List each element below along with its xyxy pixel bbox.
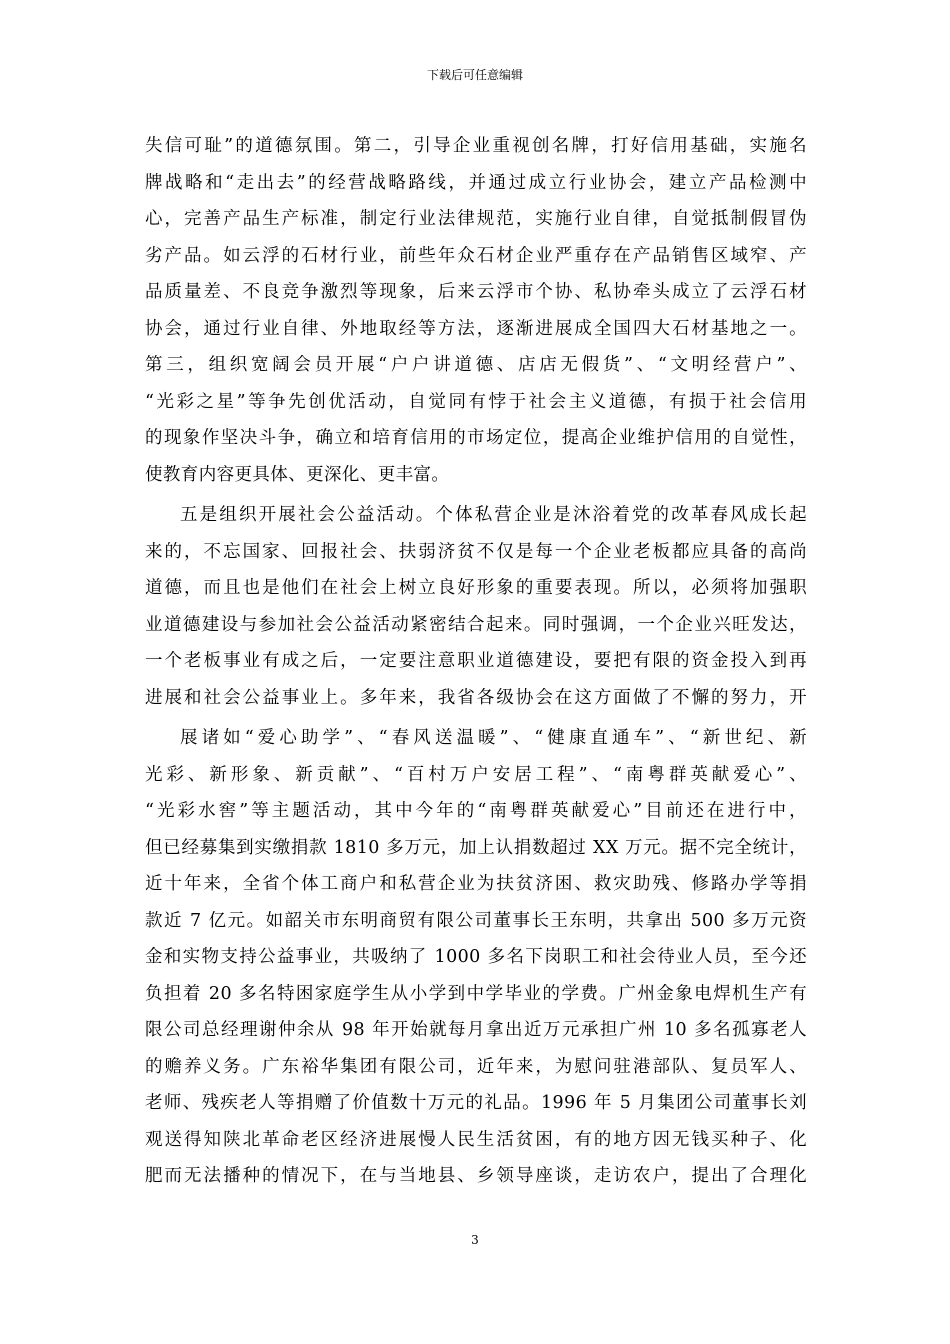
text-line: 限公司总经理谢仲余从 98 年开始就每月拿出近万元承担广州 10 多名孤寡老人 xyxy=(145,1020,807,1040)
page-number: 3 xyxy=(471,1233,479,1247)
text-line: 失信可耻”的道德氛围。第二，引导企业重视创名牌，打好信用基础，实施名 xyxy=(145,136,807,156)
text-line: 老师、残疾老人等捐赠了价值数十万元的礼品。1996 年 5 月集团公司董事长刘 xyxy=(145,1093,807,1113)
text-line: 协会，通过行业自律、外地取经等方法，逐渐进展成全国四大石材基地之一。 xyxy=(145,318,807,339)
text-line: “光彩水窖”等主题活动，其中今年的“南粤群英献爱心”目前还在进行中， xyxy=(145,801,807,821)
text-line: 使教育内容更具体、更深化、更丰富。 xyxy=(145,464,450,485)
text-line: 光彩、新形象、新贡献”、“百村万户安居工程”、“南粤群英献爱心”、 xyxy=(145,764,807,785)
text-line: 品质量差、不良竞争激烈等现象，后来云浮市个协、私协牵头成立了云浮石材 xyxy=(145,282,807,302)
text-line: 一个老板事业有成之后，一定要注意职业道德建设，要把有限的资金投入到再 xyxy=(145,651,807,671)
text-line: 来的，不忘国家、回报社会、扶弱济贫不仅是每一个企业老板都应具备的高尚 xyxy=(145,541,807,562)
paragraph-1 xyxy=(145,128,807,493)
text-line: “光彩之星”等争先创优活动，自觉同有悖于社会主义道德，有损于社会信用 xyxy=(145,391,807,412)
text-line: 道德，而且也是他们在社会上树立良好形象的重要表现。所以，必须将加强职 xyxy=(145,578,807,598)
text-line: 但已经募集到实缴捐款 1810 多万元，加上认捐数超过 XX 万元。据不完全统计， xyxy=(145,837,807,858)
text-line: 金和实物支持公益事业，共吸纳了 1000 多名下岗职工和社会待业人员，至今还 xyxy=(145,947,807,967)
text-line: 近十年来，全省个体工商户和私营企业为扶贫济困、救灾助残、修路办学等捐 xyxy=(145,874,807,894)
text-line: 心，完善产品生产标准，制定行业法律规范，实施行业自律，自觉抵制假冒伪 xyxy=(145,209,807,229)
text-line: 款近 7 亿元。如韶关市东明商贸有限公司董事长王东明，共拿出 500 多万元资 xyxy=(145,910,807,931)
text-line: 负担着 20 多名特困家庭学生从小学到中学毕业的学费。广州金象电焊机生产有 xyxy=(145,983,807,1004)
text-line: 牌战略和“走出去”的经营战略路线，并通过成立行业协会，建立产品检测中 xyxy=(145,172,807,193)
page-header: 下载后可任意编辑 xyxy=(426,68,523,82)
text-line: 观送得知陕北革命老区经济进展慢人民生活贫困，有的地方因无钱买种子、化 xyxy=(145,1129,807,1150)
paragraph-2 xyxy=(145,497,807,716)
paragraph-3 xyxy=(145,720,807,1195)
text-line: 的现象作坚决斗争，确立和培育信用的市场定位，提高企业维护信用的自觉性， xyxy=(145,428,807,448)
text-line: 进展和社会公益事业上。多年来，我省各级协会在这方面做了不懈的努力，开 xyxy=(145,687,807,708)
text-line: 的赡养义务。广东裕华集团有限公司，近年来，为慰问驻港部队、复员军人、 xyxy=(145,1056,807,1077)
text-line: 业道德建设与参加社会公益活动紧密结合起来。同时强调，一个企业兴旺发达， xyxy=(145,614,807,635)
text-line: 肥而无法播种的情况下，在与当地县、乡领导座谈，走访农户，提出了合理化 xyxy=(145,1166,807,1186)
text-line: 五是组织开展社会公益活动。个体私营企业是沐浴着党的改革春风成长起 xyxy=(180,505,807,525)
text-line: 展诸如“爱心助学”、“春风送温暖”、“健康直通车”、“新世纪、新 xyxy=(180,728,807,748)
body-text xyxy=(145,128,807,1195)
text-line: 劣产品。如云浮的石材行业，前些年众石材企业严重存在产品销售区域窄、产 xyxy=(145,245,807,266)
text-line: 第三，组织宽阔会员开展“户户讲道德、店店无假货”、“文明经营户”、 xyxy=(145,355,807,375)
